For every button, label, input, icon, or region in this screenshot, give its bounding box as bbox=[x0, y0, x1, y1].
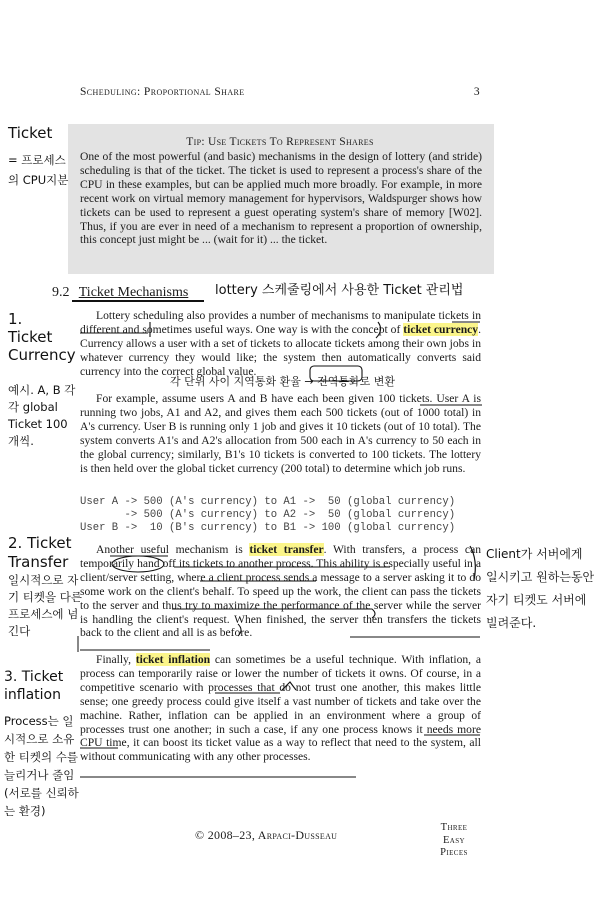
p1-text-b: . Currency allows a user with a set of tickets to allocate tickets among their own jobs in whatever currency they would like; the system then automatically converts said currency into the correct global value. bbox=[80, 322, 482, 378]
handwritten-note-example: 예시. A, B 각각 global Ticket 100개씩. bbox=[8, 383, 76, 448]
code-line: User A -> 500 (A's currency) to A1 -> 50 (global currency) bbox=[80, 496, 456, 508]
code-line: -> 500 (A's currency) to A2 -> 50 (global currency) bbox=[80, 509, 456, 521]
p4-text-b: can sometimes be a useful technique. With inflation, a process can temporarily raise or lower the number of tickets it owns. Of course, in a competitive scenario with processes that do not trust one another, this makes little sense; one greedy process could give itself a vast number of tickets and take over the machine. Rather, inflation can be applied in an environment where a group of processes trust one another; in such a case, if any one process knows it needs more CPU time, it can boost its ticket value as a way to reflect that need to the system, all without communicating with any other processes. bbox=[80, 653, 481, 764]
handwritten-note-inflation-detail: Process는 일시적으로 소유한 티켓의 수를 늘리거나 줄임 (서로를 신뢰하는 환경) bbox=[4, 714, 79, 818]
section-title: Ticket Mechanisms bbox=[78, 285, 189, 300]
handwritten-note-inflation: 3. Ticket inflation bbox=[4, 669, 64, 703]
footer-copyright: © 2008–23, Arpaci-Dusseau bbox=[195, 828, 338, 842]
handwritten-note-currency: 1. Ticket Currency bbox=[8, 310, 76, 364]
footer-brand-line: Easy bbox=[442, 834, 466, 846]
header-title: Scheduling: Proportional Share bbox=[80, 86, 245, 98]
p3-text-a: Another useful mechanism is bbox=[96, 543, 250, 556]
handwritten-note-mechanisms: lottery 스케줄링에서 사용한 Ticket 관리법 bbox=[215, 283, 464, 298]
page-header bbox=[80, 86, 480, 98]
paragraph-currency-example: For example, assume users A and B have each been given 100 tickets. User A is running two jobs, A1 and A2, and gives them each 500 tickets (out of 1000 total) in A's currency. User B is running only 1 job and gives it 10 tickets (out of 10 total). The system converts A1's and A2's allocation from 500 each in A's currency to 50 each in the global currency; similarly, B1's 10 tickets is converted to 100 tickets. The lottery is then held over the global ticket currency (200 total) to determine which job runs. bbox=[80, 392, 481, 475]
code-listing bbox=[80, 496, 455, 535]
footer-brand-line: Three bbox=[440, 822, 468, 833]
highlight-ticket-transfer: ticket transfer bbox=[249, 543, 324, 556]
page-number: 3 bbox=[473, 86, 480, 98]
p1-text-a: Lottery scheduling also provides a number of mechanisms to manipulate tickets in different and sometimes useful ways. One way is with the concept of bbox=[80, 309, 481, 336]
p3-text-b: . With transfers, a process can temporarily hand off its tickets to another process. This ability is especially useful in a client/server setting, where a client process sends a message to a server asking it to do some work on the client's behalf. To speed up the work, the client can pass the tickets to the server and thus try to maximize the performance of the server while the server is handling the client's request. When finished, the server then transfers the tickets back to the client and all is as before. bbox=[80, 543, 482, 640]
highlight-ticket-inflation: ticket inflation bbox=[135, 653, 211, 666]
handwritten-note-transfer-detail: 일시적으로 자기 티켓을 다른 프로세스에 넘긴다 bbox=[8, 573, 82, 638]
footer-brand-line: Pieces bbox=[440, 847, 468, 858]
tip-title: Tip: Use Tickets To Represent Shares bbox=[186, 136, 374, 148]
code-line: User B -> 10 (B's currency) to B1 -> 100 (global currency) bbox=[80, 522, 456, 534]
section-number: 9.2 bbox=[52, 285, 70, 300]
paragraph-ticket-transfer bbox=[80, 543, 481, 640]
handwritten-note-transfer: 2. Ticket Transfer bbox=[8, 534, 72, 571]
paragraph-ticket-currency bbox=[80, 309, 481, 379]
footer-brand bbox=[426, 822, 482, 860]
handwritten-note-ticket: Ticket bbox=[8, 124, 53, 142]
handwritten-note-ticket-definition: = 프로세스의 CPU지분 bbox=[8, 153, 69, 187]
handwritten-note-client: Client가 서버에게 일시키고 원하는동안 자기 티켓도 서버에 빌려준다. bbox=[486, 547, 595, 630]
handwritten-note-convert: 각 단위 사이 지역통화 환율 → 전역통화로 변환 bbox=[170, 375, 395, 388]
section-heading bbox=[52, 285, 188, 301]
p4-text-a: Finally, bbox=[96, 653, 136, 666]
paragraph-ticket-inflation bbox=[80, 653, 481, 764]
tip-text: One of the most powerful (and basic) mechanisms in the design of lottery (and stride) scheduling is that of the ticket. The ticket is used to represent a process's share of the CPU in these examples, but can be applied much more broadly. For example, in more recent work on virtual memory management for hypervisors, Waldspurger shows how tickets can be used to represent a guest operating system's share of memory [W02]. Thus, if you are ever in need of a mechanism to represent a proportion of ownership, this concept just might be ... (wait for it) ... the ticket. bbox=[80, 150, 482, 247]
highlight-ticket-currency: ticket currency bbox=[403, 322, 479, 336]
